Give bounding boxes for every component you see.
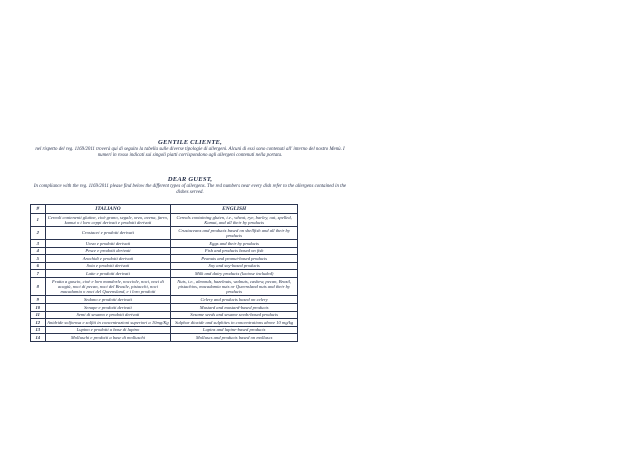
table-row bbox=[31, 214, 298, 227]
allergen-english: Eggs and their by products bbox=[171, 240, 298, 248]
allergen-number: 2 bbox=[31, 227, 46, 240]
allergen-number: 13 bbox=[31, 326, 46, 334]
italian-heading: GENTILE CLIENTE, bbox=[157, 139, 222, 146]
table-row bbox=[31, 262, 298, 270]
allergen-english: Molluscs and products based on molluscs bbox=[171, 334, 298, 342]
table-row bbox=[31, 270, 298, 278]
table-row bbox=[31, 277, 298, 295]
allergen-number: 14 bbox=[31, 334, 46, 342]
table-header-row bbox=[31, 205, 298, 214]
allergen-italian: Anidride solforosa e solfiti in concentrazioni superiori a 10mg/Kg bbox=[45, 319, 171, 327]
allergen-italian: Latte e prodotti derivati bbox=[45, 270, 171, 278]
allergen-italian: Lupino e prodotti a base di lupino bbox=[45, 326, 171, 334]
table-row bbox=[31, 334, 298, 342]
allergen-english: Peanuts and peanut-based products bbox=[171, 255, 298, 263]
allergen-english: Crustaceans and products based on shellfish and all their by products bbox=[171, 227, 298, 240]
allergen-number: 1 bbox=[31, 214, 46, 227]
allergen-italian: Cereali contenenti glutine, cioè grano, segale, orzo, avena, farro, kamut o i loro ceppi derivati e prodotti derivati bbox=[45, 214, 171, 227]
allergen-number: 10 bbox=[31, 303, 46, 311]
allergen-italian: Pesce e prodotti derivati bbox=[45, 247, 171, 255]
allergen-table bbox=[30, 204, 298, 342]
allergen-number: 7 bbox=[31, 270, 46, 278]
table-row bbox=[31, 255, 298, 263]
allergen-number: 12 bbox=[31, 319, 46, 327]
italian-paragraph: nel rispetto del reg. 1169/2011 troverà qui di seguito la tabella sulle diverse tipologie di allergeni. Alcuni di essi sono contenuti all' interno del nostro Menù. I numeri in rosso indicati sui singoli piatti corrispondono agli allergeni contenuti nella portata. bbox=[35, 147, 345, 159]
header-english: ENGLISH bbox=[171, 205, 298, 214]
allergen-italian: Semi di sesamo e prodotti derivati bbox=[45, 311, 171, 319]
allergen-italian: Soia e prodotti derivati bbox=[45, 262, 171, 270]
allergen-italian: Sedano e prodotti derivati bbox=[45, 296, 171, 304]
header-number: # bbox=[31, 205, 46, 214]
allergen-english: Cereals containing gluten, i.e., wheat, rye, barley, oat, spelled, Kamut, and all their by products bbox=[171, 214, 298, 227]
english-heading: DEAR GUEST, bbox=[167, 176, 213, 183]
allergen-english: Fish and products based on fish bbox=[171, 247, 298, 255]
allergen-italian: Uova e prodotti derivati bbox=[45, 240, 171, 248]
table-row bbox=[31, 227, 298, 240]
allergen-english: Sulphur dioxide and sulphites in concentrations above 10 mg/kg bbox=[171, 319, 298, 327]
allergen-english: Celery and products based on celery bbox=[171, 296, 298, 304]
allergen-italian: Crostacei e prodotti derivati bbox=[45, 227, 171, 240]
allergen-table-body bbox=[31, 214, 298, 342]
table-row bbox=[31, 240, 298, 248]
allergen-english: Nuts, i.e., almonds, hazelnuts, walnuts, cashew, pecan, Brazil, pistachios, macadamia nuts or Queensland nuts and their by products bbox=[171, 277, 298, 295]
allergen-number: 5 bbox=[31, 255, 46, 263]
table-row bbox=[31, 303, 298, 311]
allergen-english: Sesame seeds and sesame seeds-based products bbox=[171, 311, 298, 319]
allergen-number: 11 bbox=[31, 311, 46, 319]
table-row bbox=[31, 311, 298, 319]
italian-intro bbox=[30, 139, 350, 159]
table-row bbox=[31, 296, 298, 304]
english-intro bbox=[30, 176, 350, 196]
allergen-number: 6 bbox=[31, 262, 46, 270]
table-row bbox=[31, 319, 298, 327]
english-paragraph: In compliance with the reg. 1169/2011 please find below the different types of allergens. The red numbers near every dish refer to the allergens contained in the dishes served. bbox=[33, 184, 347, 196]
allergen-number: 9 bbox=[31, 296, 46, 304]
allergen-italian: Molluschi e prodotti a base di molluschi bbox=[45, 334, 171, 342]
allergen-english: Lupins and lupine-based products bbox=[171, 326, 298, 334]
allergen-number: 4 bbox=[31, 247, 46, 255]
table-row bbox=[31, 247, 298, 255]
allergen-english: Mustard and mustard-based products bbox=[171, 303, 298, 311]
table-row bbox=[31, 326, 298, 334]
header-italian: ITALIANO bbox=[45, 205, 171, 214]
allergen-english: Soy and soy-based products bbox=[171, 262, 298, 270]
allergen-italian: Arachidi e prodotti derivati bbox=[45, 255, 171, 263]
allergen-number: 3 bbox=[31, 240, 46, 248]
allergen-italian: Frutta a guscio, cioè e loro mandorle, nocciole, noci, noci di acagiù, noci di pecan, noci del Brasile, pistacchi, noci macadamia o noci del Queensland, e i loro prodotti bbox=[45, 277, 171, 295]
allergen-italian: Senape e prodotti derivati bbox=[45, 303, 171, 311]
allergen-number: 8 bbox=[31, 277, 46, 295]
allergen-english: Milk and dairy products (lactose included) bbox=[171, 270, 298, 278]
